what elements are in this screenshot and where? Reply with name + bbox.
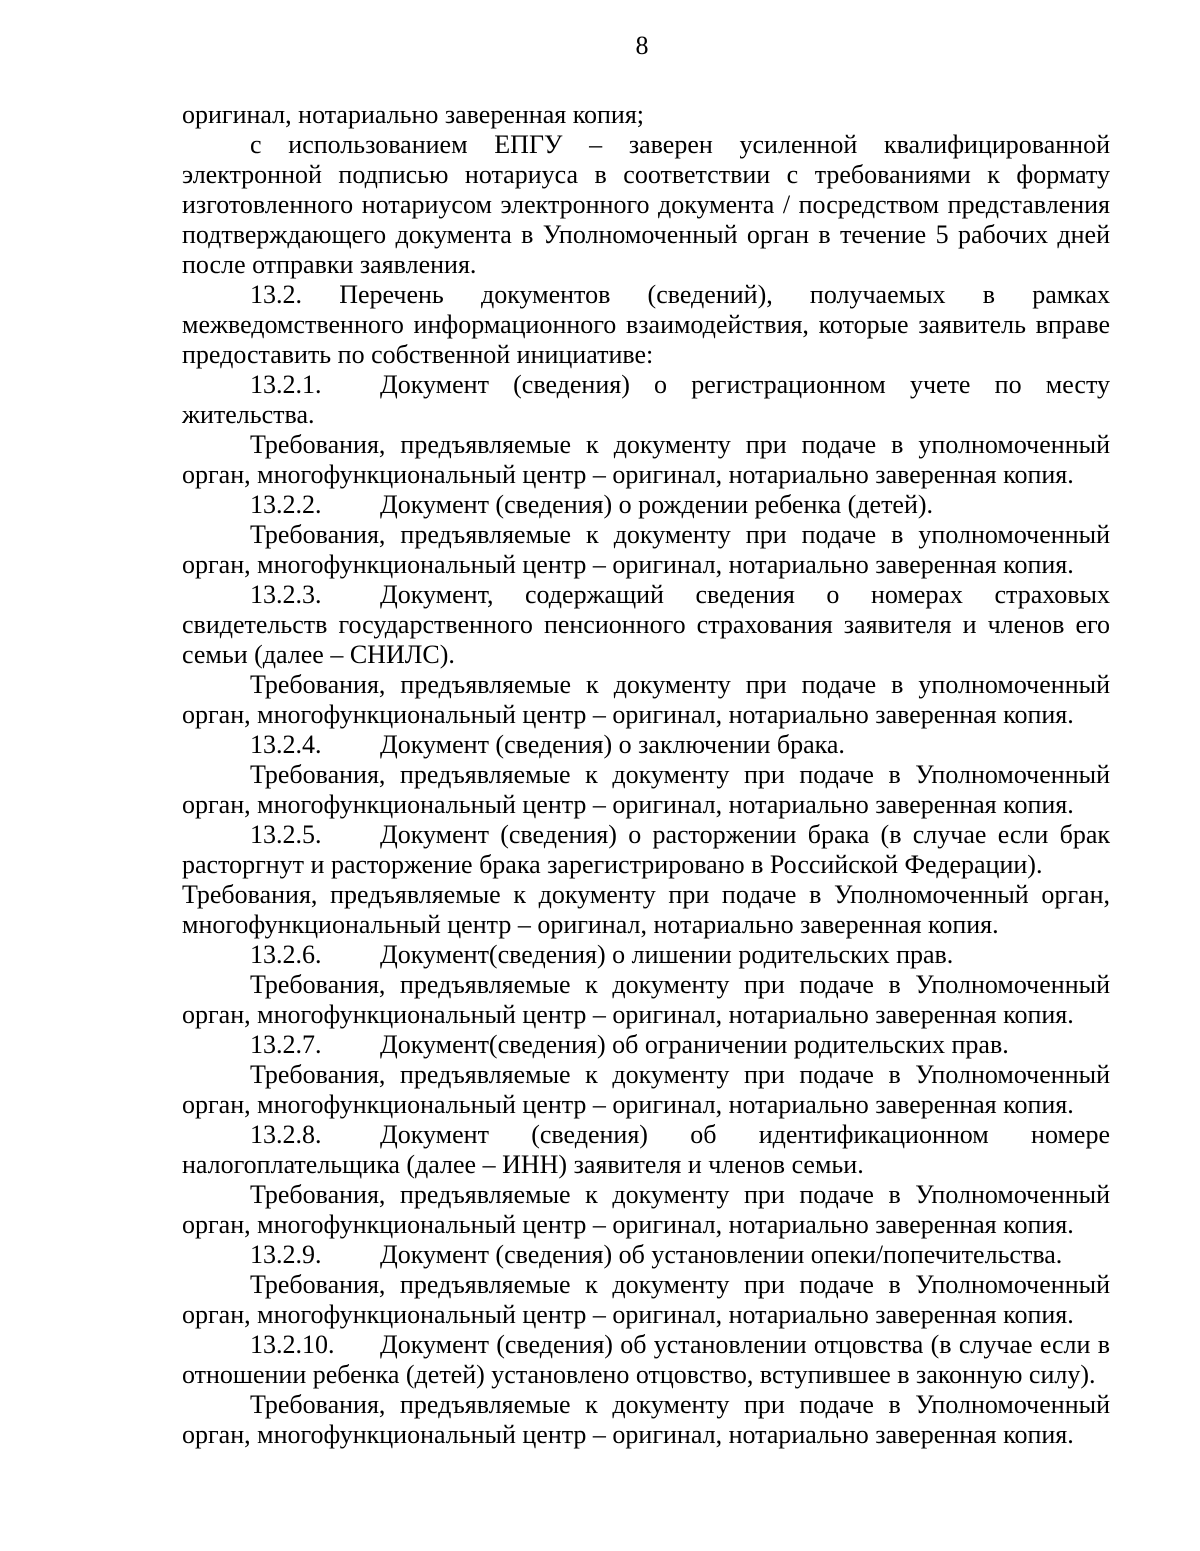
paragraph-text: Требования, предъявляемые к документу при подаче в Уполномоченный орган, многофункциональный центр – оригинал, нотариально заверенная копия. (182, 880, 1110, 939)
paragraph (182, 670, 1110, 730)
paragraph-text: Требования, предъявляемые к документу при подаче в Уполномоченный орган, многофункциональный центр – оригинал, нотариально заверенная копия. (182, 970, 1110, 1029)
paragraph-text: Требования, предъявляемые к документу при подаче в Уполномоченный орган, многофункциональный центр – оригинал, нотариально заверенная копия. (182, 760, 1110, 819)
numbered-paragraph (182, 1120, 1110, 1180)
paragraph-number: 13.2.4. (250, 730, 322, 759)
paragraph (182, 970, 1110, 1030)
paragraph-text: Требования, предъявляемые к документу при подаче в уполномоченный орган, многофункциональный центр – оригинал, нотариально заверенная копия. (182, 670, 1110, 729)
paragraph-text: Требования, предъявляемые к документу при подаче в Уполномоченный орган, многофункциональный центр – оригинал, нотариально заверенная копия. (182, 1060, 1110, 1119)
paragraph-number: 13.2.6. (250, 940, 322, 969)
paragraph-text: Документ (сведения) о расторжении брака (в случае если брак расторгнут и расторжение брака зарегистрировано в Российской Федерации). (182, 820, 1110, 879)
numbered-paragraph (182, 1030, 1110, 1060)
numbered-paragraph (182, 490, 1110, 520)
paragraph (182, 1390, 1110, 1450)
paragraph-number: 13.2.7. (250, 1030, 322, 1059)
paragraph-text: Документ (сведения) об установлении опеки/попечительства. (380, 1240, 1063, 1269)
paragraph (182, 100, 1110, 130)
paragraph-text: Документ (сведения) о заключении брака. (380, 730, 845, 759)
paragraph (182, 1060, 1110, 1120)
paragraph (182, 1180, 1110, 1240)
paragraph-text: Документ (сведения) о рождении ребенка (детей). (380, 490, 934, 519)
paragraph-text: Документ(сведения) о лишении родительских прав. (380, 940, 954, 969)
numbered-paragraph (182, 730, 1110, 760)
paragraph-number: 13.2.9. (250, 1240, 322, 1269)
numbered-paragraph (182, 940, 1110, 970)
numbered-paragraph (182, 1330, 1110, 1390)
numbered-paragraph (182, 370, 1110, 430)
paragraph-number: 13.2.1. (250, 370, 322, 399)
paragraph (182, 760, 1110, 820)
page-number: 8 (635, 31, 649, 60)
paragraph-number: 13.2.10. (250, 1330, 335, 1359)
paragraph-number: 13.2.3. (250, 580, 322, 609)
paragraph-number: 13.2.5. (250, 820, 322, 849)
paragraph-text: Документ (сведения) об установлении отцовства (в случае если в отношении ребенка (детей) установлено отцовство, вступившее в законную силу). (182, 1330, 1110, 1389)
paragraph-number: 13.2.2. (250, 490, 322, 519)
paragraph (182, 1270, 1110, 1330)
paragraph-text: Документ, содержащий сведения о номерах страховых свидетельств государственного пенсионного страхования заявителя и членов его семьи (далее – СНИЛС). (182, 580, 1110, 669)
paragraph-text: Требования, предъявляемые к документу при подаче в Уполномоченный орган, многофункциональный центр – оригинал, нотариально заверенная копия. (182, 1390, 1110, 1449)
paragraph-text: Требования, предъявляемые к документу при подаче в Уполномоченный орган, многофункциональный центр – оригинал, нотариально заверенная копия. (182, 1270, 1110, 1329)
document-body (182, 100, 1110, 1450)
paragraph (182, 880, 1110, 940)
paragraph-text: с использованием ЕПГУ – заверен усиленной квалифицированной электронной подписью нотариуса в соответствии с требованиями к формату изготовленного нотариусом электронного документа / посредством представления подтверждающего документа в Уполномоченный орган в течение 5 рабочих дней после отправки заявления. (182, 130, 1110, 279)
paragraph (182, 280, 1110, 370)
paragraph-number: 13.2.8. (250, 1120, 322, 1149)
paragraph (182, 520, 1110, 580)
paragraph-text: оригинал, нотариально заверенная копия; (182, 100, 645, 129)
paragraph-text: Требования, предъявляемые к документу при подаче в Уполномоченный орган, многофункциональный центр – оригинал, нотариально заверенная копия. (182, 1180, 1110, 1239)
paragraph-text: Документ (сведения) об идентификационном номере налогоплательщика (далее – ИНН) заявителя и членов семьи. (182, 1120, 1110, 1179)
numbered-paragraph (182, 1240, 1110, 1270)
paragraph-text: Требования, предъявляемые к документу при подаче в уполномоченный орган, многофункциональный центр – оригинал, нотариально заверенная копия. (182, 520, 1110, 579)
paragraph (182, 130, 1110, 280)
paragraph-text: 13.2. Перечень документов (сведений), получаемых в рамках межведомственного информационного взаимодействия, которые заявитель вправе предоставить по собственной инициативе: (182, 280, 1110, 369)
paragraph-text: Требования, предъявляемые к документу при подаче в уполномоченный орган, многофункциональный центр – оригинал, нотариально заверенная копия. (182, 430, 1110, 489)
numbered-paragraph (182, 820, 1110, 880)
paragraph-text: Документ (сведения) о регистрационном учете по месту жительства. (182, 370, 1110, 429)
paragraph (182, 430, 1110, 490)
numbered-paragraph (182, 580, 1110, 670)
paragraph-text: Документ(сведения) об ограничении родительских прав. (380, 1030, 1009, 1059)
